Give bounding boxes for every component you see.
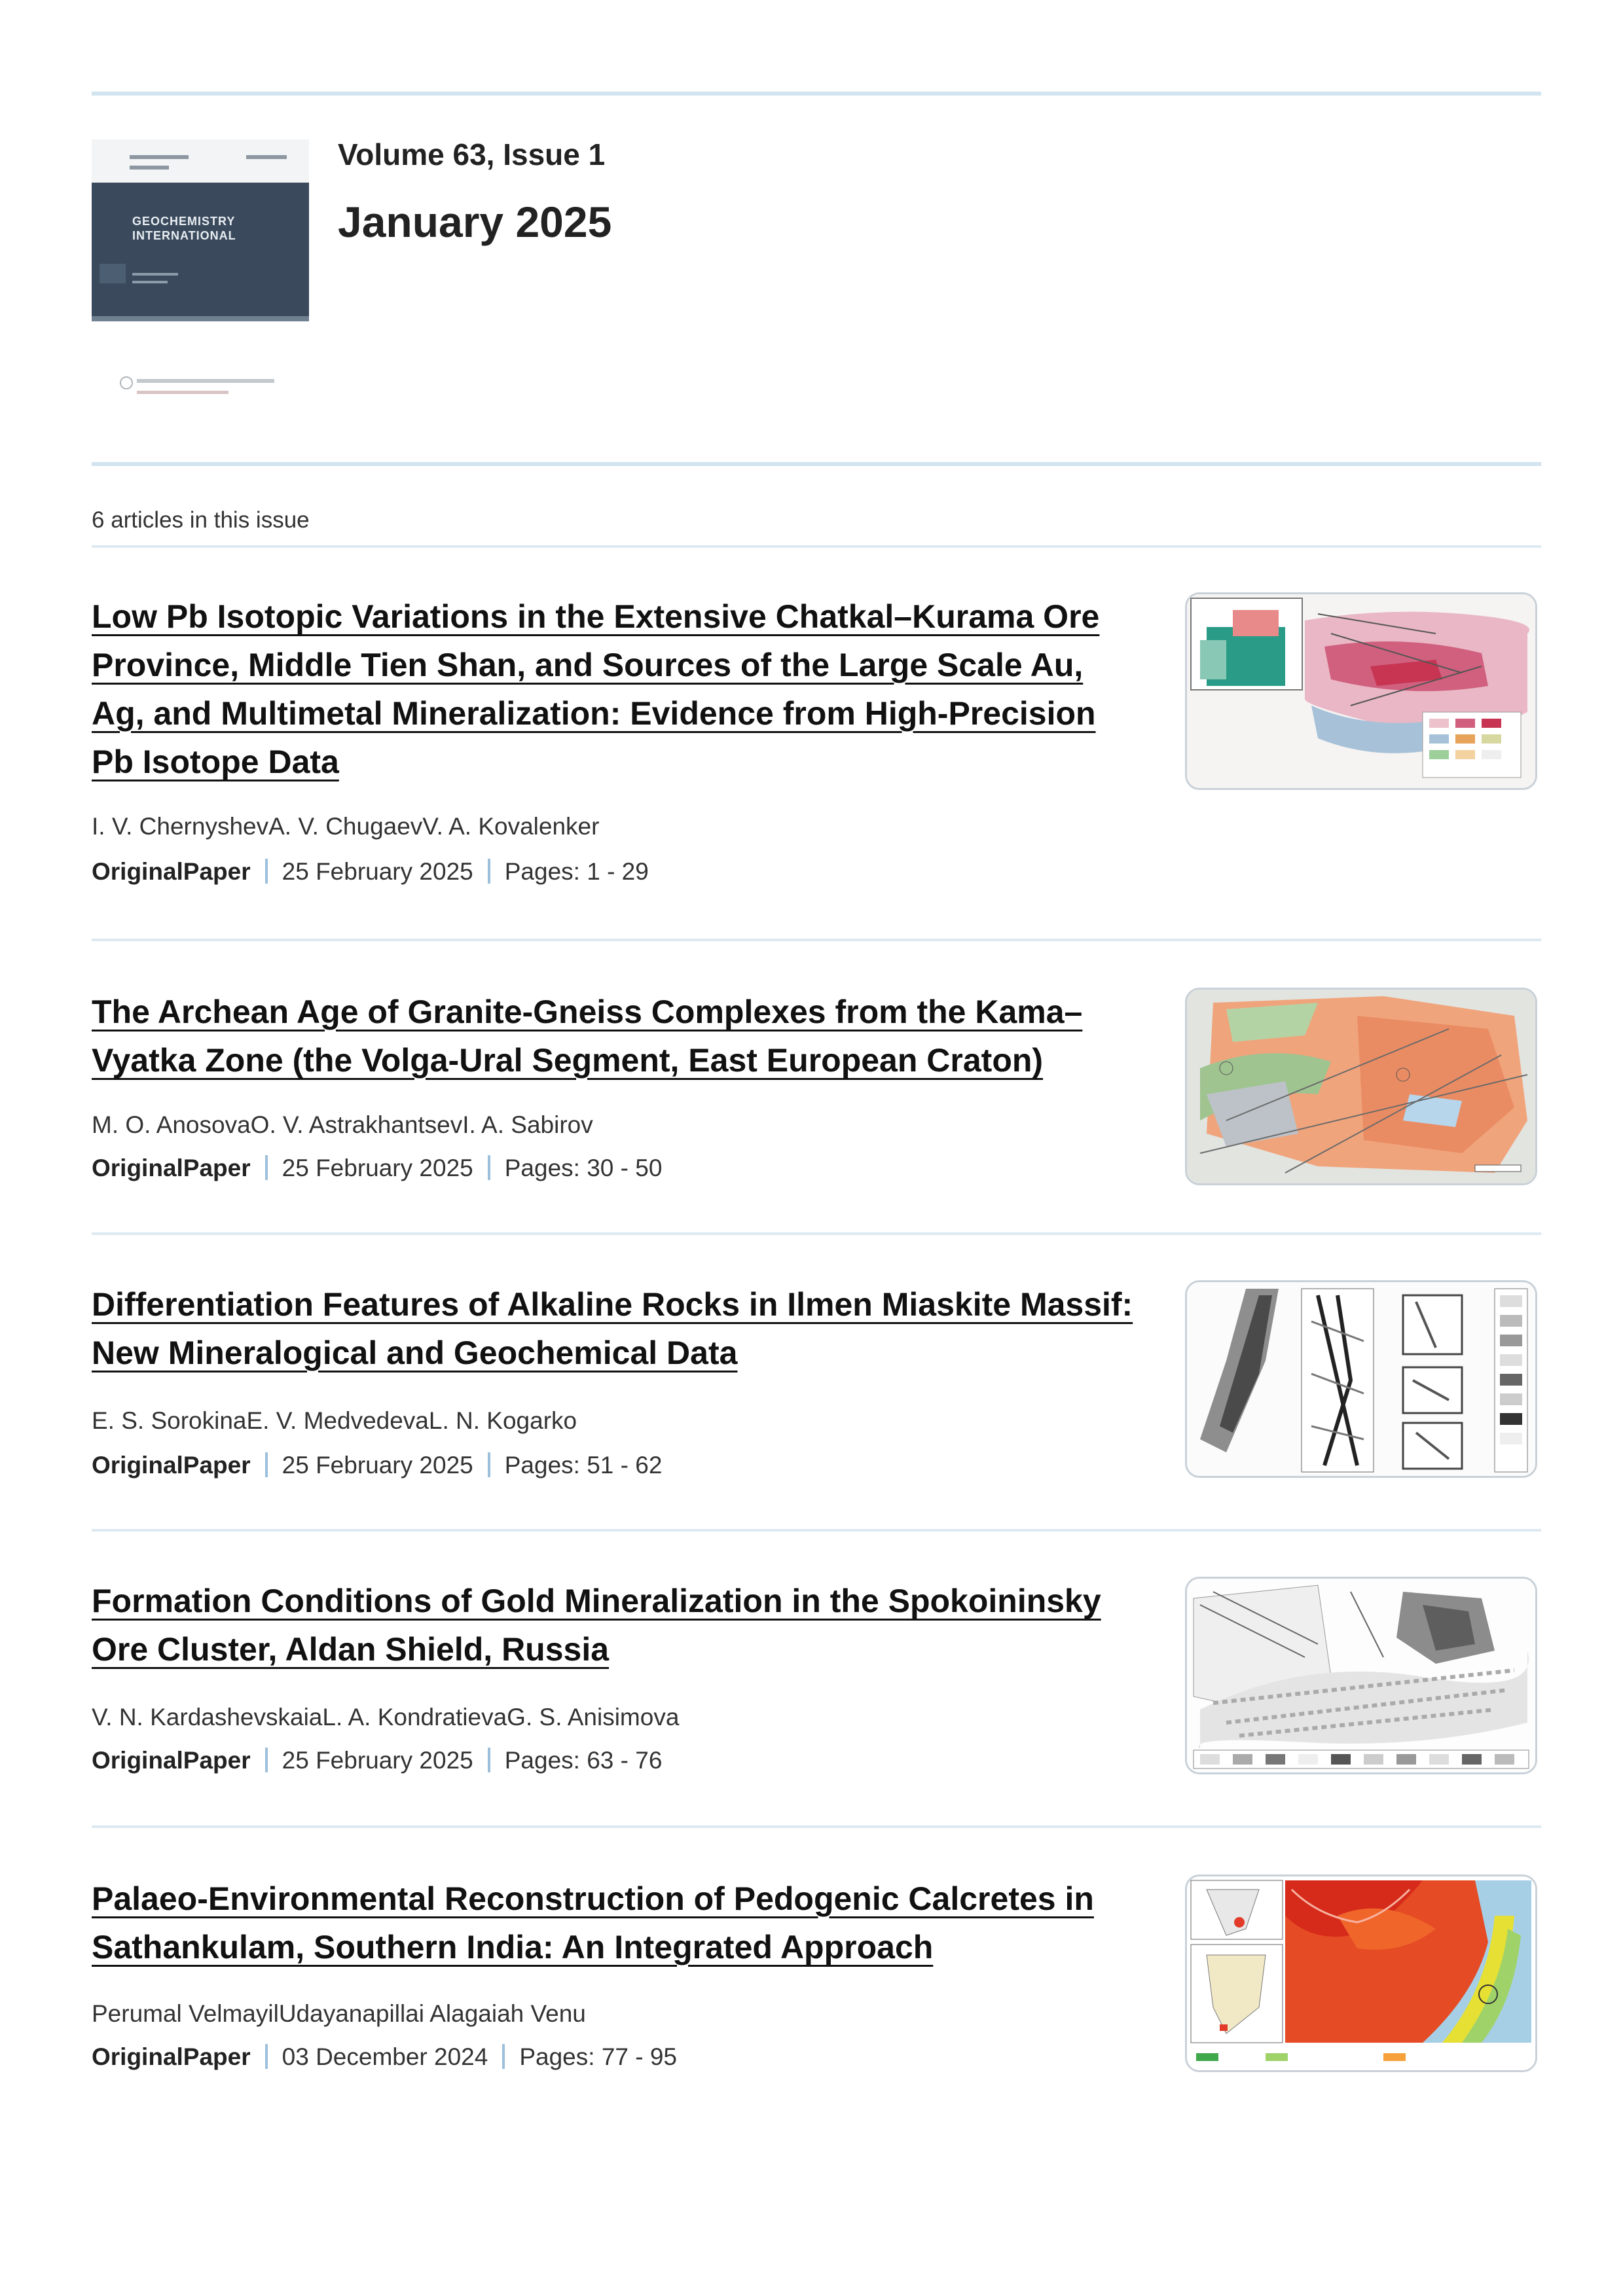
article-pages: Pages: 63 - 76: [504, 1747, 663, 1774]
article-type: OriginalPaper: [92, 1452, 251, 1479]
article-title-link[interactable]: Low Pb Isotopic Variations in the Extensive Chatkal–Kurama Ore Province, Middle Tien Shan, and Sources of the Large Scale Au, Ag, and Multimetal Mineralization: Evidence from High-Precision Pb Isotope Data: [92, 598, 1100, 780]
issue-volume: Volume 63, Issue 1: [338, 137, 606, 171]
article-type: OriginalPaper: [92, 1747, 251, 1774]
divider: [92, 545, 1541, 548]
publisher-emblem-icon: [120, 376, 133, 389]
articles-count: 6 articles in this issue: [92, 507, 310, 533]
cover-date-text-mark: [130, 166, 169, 170]
article-meta: [92, 1155, 662, 1182]
meta-separator: [265, 1748, 268, 1772]
article-thumbnail[interactable]: [1185, 592, 1537, 790]
meta-separator: [502, 2044, 505, 2069]
cover-body: [92, 183, 309, 316]
article-meta: [92, 1452, 662, 1479]
cover-subtitle-mark: [132, 281, 168, 283]
article-type: OriginalPaper: [92, 2043, 251, 2070]
cover-volume-text-mark: [130, 155, 189, 159]
divider: [92, 1232, 1541, 1235]
article-thumbnail[interactable]: [1185, 988, 1537, 1185]
article-thumbnail[interactable]: [1185, 1280, 1537, 1478]
article-title-link[interactable]: Palaeo-Environmental Reconstruction of Pedogenic Calcretes in Sathankulam, Southern India: An Integrated Approach: [92, 1880, 1094, 1965]
geologic-map-thumbnail: [1187, 1579, 1535, 1772]
article-title-link[interactable]: The Archean Age of Granite-Gneiss Complexes from the Kama–Vyatka Zone (the Volga-Ural Segment, East European Craton): [92, 994, 1083, 1079]
geologic-map-thumbnail: [1187, 1876, 1535, 2070]
cover-subtitle-mark: [132, 273, 178, 276]
cover-title-line-2: INTERNATIONAL: [132, 229, 236, 242]
issue-date: January 2025: [338, 198, 612, 246]
geologic-map-thumbnail: [1187, 594, 1535, 788]
divider: [92, 1825, 1541, 1828]
article-thumbnail[interactable]: [1185, 1874, 1537, 2072]
cover-journal-title: [132, 214, 236, 243]
meta-separator: [265, 2044, 268, 2069]
article-pages: Pages: 77 - 95: [519, 2043, 678, 2070]
publisher-logo: [120, 374, 282, 400]
meta-separator: [488, 859, 490, 884]
divider: [92, 939, 1541, 941]
cover-bottom-band: [92, 316, 309, 321]
article-meta: [92, 1747, 662, 1774]
article-pages: Pages: 30 - 50: [504, 1155, 663, 1181]
cover-issn-text-mark: [246, 155, 287, 159]
cover-header-strip: [92, 139, 309, 183]
meta-separator: [265, 859, 268, 884]
article-published-date: 25 February 2025: [282, 1747, 473, 1774]
article-pages: Pages: 51 - 62: [504, 1452, 663, 1479]
header-divider: [92, 462, 1541, 466]
publisher-distributor-mark: [137, 391, 228, 394]
article-authors: M. O. AnosovaO. V. AstrakhantsevI. A. Sabirov: [92, 1111, 593, 1138]
article-authors: E. S. SorokinaE. V. MedvedevaL. N. Kogarko: [92, 1407, 577, 1434]
geologic-map-thumbnail: [1187, 1282, 1535, 1476]
article-type: OriginalPaper: [92, 858, 251, 885]
meta-separator: [488, 1452, 490, 1477]
article-published-date: 25 February 2025: [282, 1452, 473, 1479]
article-meta: [92, 2043, 677, 2071]
divider: [92, 1529, 1541, 1532]
article-title-link[interactable]: Formation Conditions of Gold Mineralization in the Spokoininsky Ore Cluster, Aldan Shield, Russia: [92, 1583, 1101, 1668]
article-published-date: 03 December 2024: [282, 2043, 488, 2070]
article-thumbnail[interactable]: [1185, 1577, 1537, 1774]
article-authors: I. V. ChernyshevA. V. ChugaevV. A. Kovalenker: [92, 813, 600, 840]
cover-emblem: [100, 264, 126, 283]
top-divider: [92, 92, 1541, 96]
article-type: OriginalPaper: [92, 1155, 251, 1181]
article-meta: [92, 858, 649, 886]
article-authors: Perumal VelmayilUdayanapillai Alagaiah Venu: [92, 2000, 586, 2027]
publisher-name-mark: [137, 379, 274, 383]
meta-separator: [265, 1452, 268, 1477]
article-pages: Pages: 1 - 29: [504, 858, 649, 885]
meta-separator: [488, 1748, 490, 1772]
journal-cover-image[interactable]: [92, 139, 309, 321]
article-published-date: 25 February 2025: [282, 858, 473, 885]
article-title-link[interactable]: Differentiation Features of Alkaline Rocks in Ilmen Miaskite Massif: New Mineralogical and Geochemical Data: [92, 1286, 1133, 1371]
cover-title-line-1: GEOCHEMISTRY: [132, 215, 236, 228]
article-authors: V. N. KardashevskaiaL. A. KondratievaG. S. Anisimova: [92, 1704, 680, 1731]
meta-separator: [265, 1155, 268, 1180]
article-published-date: 25 February 2025: [282, 1155, 473, 1181]
meta-separator: [488, 1155, 490, 1180]
geologic-map-thumbnail: [1187, 990, 1535, 1183]
